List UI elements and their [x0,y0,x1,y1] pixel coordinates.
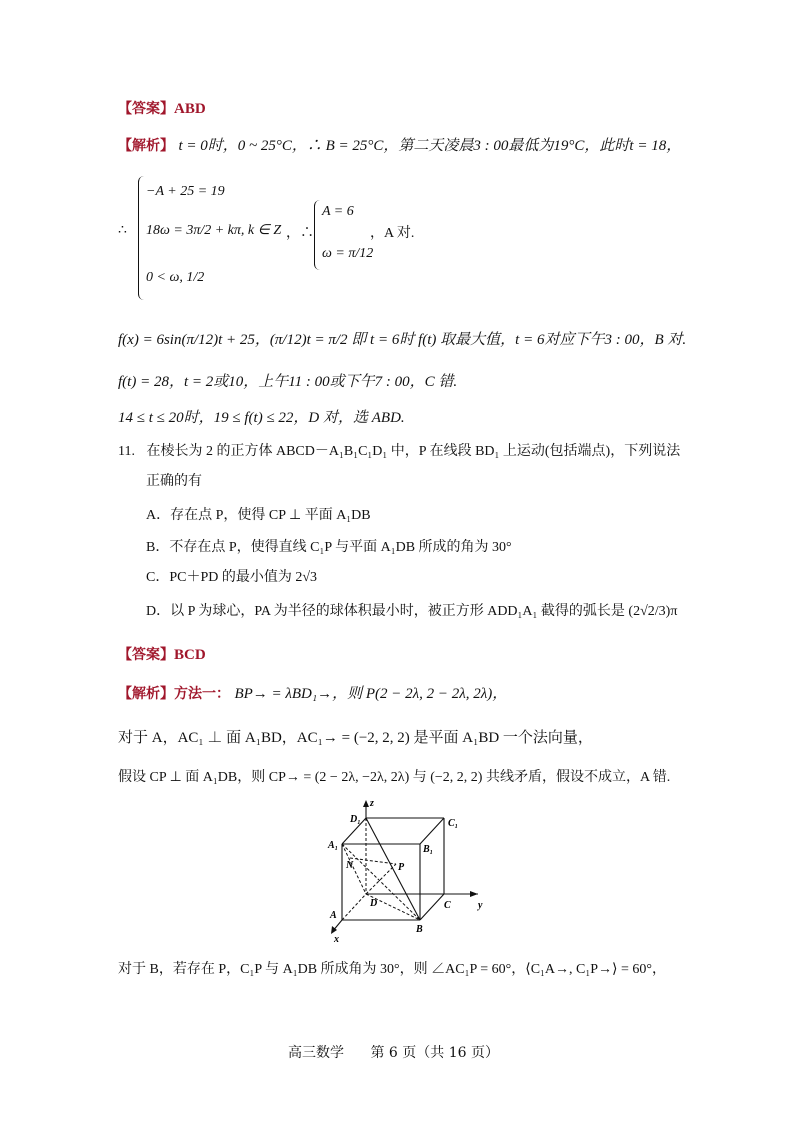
answer-value: ABD [174,101,206,117]
label-p: P [398,862,405,873]
analysis-11-line-1: BP→ = λBD₁→，则 P(2 − 2λ, 2 − 2λ, 2λ)， [234,686,508,702]
z-arrow [363,800,369,807]
system-separator: ，∴ [286,226,314,241]
label-b1: B₁ [423,844,434,855]
answer-value-11: BCD [174,647,206,663]
label-c: C [444,900,451,911]
analysis-11-line-4: 对于 B，若存在 P，C₁P 与 A₁DB 所成角为 30°，则 ∠AC₁P = 60°，⟨C₁A→, C₁P→⟩ = 60°， [118,962,666,977]
system2-row-2: ω = π/12 [322,246,374,261]
footer-page: 第 6 页（共 16 页） [370,1045,499,1061]
analysis-11-line-2: 对于 A，AC₁ ⊥ 面 A₁BD，AC₁→ = (−2, 2, 2) 是平面 A₁BD 一个法向量， [118,730,593,746]
label-d: D [370,898,378,909]
analysis-line-4: f(t) = 28，t = 2或10，上午11 : 00或下午7 : 00，C 错. [118,374,458,390]
question-number: 11. [118,444,135,459]
analysis-line-5: 14 ≤ t ≤ 20时，19 ≤ f(t) ≤ 22，D 对，选 ABD. [118,410,405,426]
option-a: A．存在点 P，使得 CP ⊥ 平面 A₁DB [146,508,371,523]
option-c: C．PC＋PD 的最小值为 2√3 [146,570,318,585]
method-label: 方法一： [174,686,230,702]
edge-bc [420,894,444,920]
analysis-line-3: f(x) = 6sin(π/12)t + 25，(π/12)t = π/2 即 t = 6时 f(t) 取最大值，t = 6对应下午3 : 00，B 对. [118,332,687,348]
edge-ad [342,894,366,920]
system-row-2: 18ω = 3π/2 + kπ, k ∈ Z [146,223,282,238]
footer-subject: 高三数学 [288,1045,344,1061]
therefore-symbol: ∴ [118,223,127,238]
analysis-line-1: t = 0时，0 ~ 25°C，∴ B = 25°C，第二天凌晨3 : 00最低为19°C，此时t = 18， [178,138,682,154]
edge-b1c1 [420,818,444,844]
system2-tail: ，A 对. [370,226,415,241]
label-c1: C₁ [448,818,459,829]
label-x: x [334,934,339,944]
label-z: z [370,798,374,809]
system2-row-1: A = 6 [322,204,354,219]
answer-tag: 【答案】 [118,101,174,117]
question-stem-1: 在棱长为 2 的正方体 ABCD－A₁B₁C₁D₁ 中，P 在线段 BD₁ 上运动(包括端点)，下列说法 [146,444,681,459]
system-row-3: 0 < ω, 1/2 [146,270,205,285]
label-a1: A₁ [328,840,339,851]
label-a: A [330,910,337,921]
segment-a1b [342,844,420,920]
label-b: B [416,924,423,935]
cube-figure [320,796,490,944]
answer-tag-11: 【答案】 [118,647,174,663]
analysis-tag-11: 【解析】 [118,686,174,702]
analysis-11-line-3: 假设 CP ⊥ 面 A₁DB，则 CP→ = (2 − 2λ, −2λ, 2λ) 与 (−2, 2, 2) 共线矛盾，假设不成立，A 错. [118,770,671,785]
y-arrow [470,891,478,897]
option-b: B．不存在点 P，使得直线 C₁P 与平面 A₁DB 所成的角为 30° [146,540,512,555]
segment-dp [366,864,396,894]
analysis-tag: 【解析】 [118,138,174,154]
label-d1: D₁ [350,814,361,825]
label-n: N [346,860,354,871]
option-d: D．以 P 为球心，PA 为半径的球体积最小时，被正方形 ADD₁A₁ 截得的弧长是 (2√2/3)π [146,604,678,619]
question-stem-2: 正确的有 [146,474,202,489]
label-y: y [478,900,483,911]
system-row-1: −A + 25 = 19 [146,184,225,199]
